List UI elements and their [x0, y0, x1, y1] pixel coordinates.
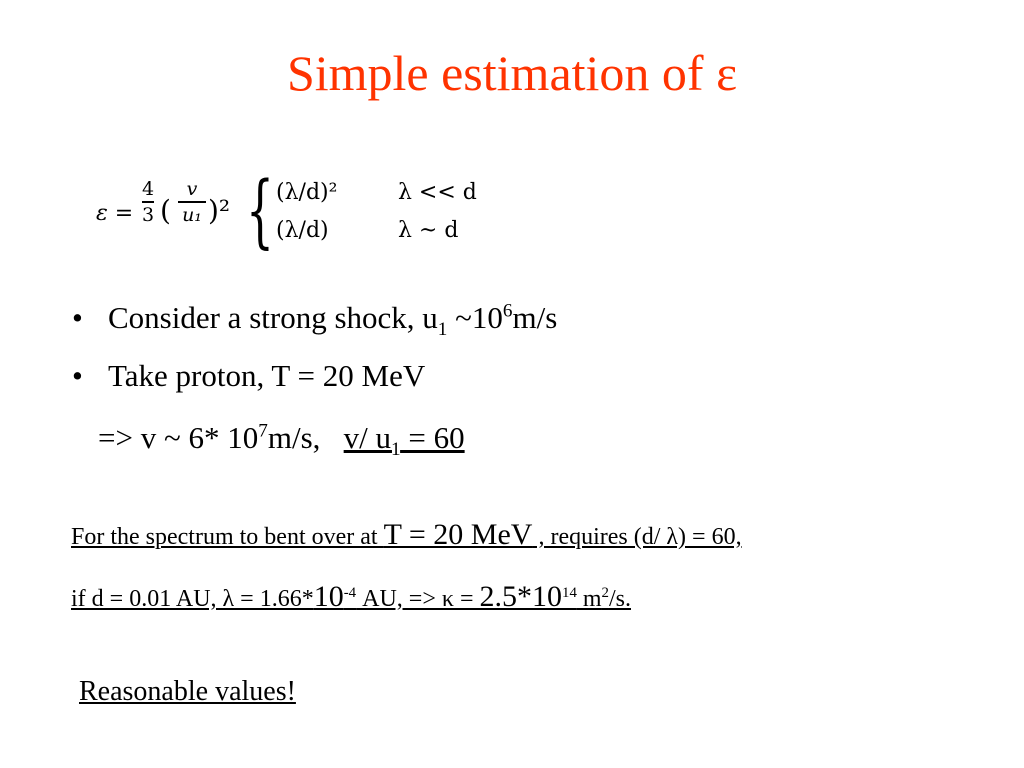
left-brace: { [246, 164, 274, 257]
epsilon-formula [96, 164, 496, 260]
formula-lhs: ε = [96, 201, 134, 226]
fraction-four-thirds [142, 178, 154, 226]
frac1-denominator: 3 [142, 204, 155, 226]
bullet-marker: • [72, 358, 83, 393]
frac1-bar [142, 201, 154, 203]
frac2-bar [178, 201, 206, 203]
bullet-text: Take proton, T = 20 MeV [108, 358, 426, 393]
case1-expression: (λ/d)² [276, 180, 338, 205]
frac2-numerator: v [186, 178, 198, 200]
fraction-v-over-u1 [178, 178, 206, 226]
conclusion-text: Reasonable values! [79, 676, 296, 707]
slide-title: Simple estimation of ε [286, 45, 738, 101]
close-paren-squared: )² [208, 194, 231, 227]
ratio-result: v/ $u_1 = 60$ [343, 420, 465, 461]
result-line: => v ~ 6* $10^7m/s$, v/ $u_1 = 60$ [98, 420, 465, 461]
frac1-numerator: 4 [142, 178, 155, 200]
case1-condition: λ << d [398, 180, 477, 205]
bullet-marker: • [72, 300, 83, 335]
paragraph-spectrum: For the spectrum to bent over at T = 20 MeV , requires (d/ λ) = 60, [71, 518, 742, 551]
case2-condition: λ ~ d [398, 218, 459, 243]
frac2-denominator: u₁ [182, 204, 202, 226]
case2-expression: (λ/d) [276, 218, 329, 243]
bullet-text: Consider a strong shock, $u_1$ $\sim 10^6m/s$ [108, 300, 558, 341]
paragraph-values: if d = 0.01 AU, $\lambda = 1.66*10^{-4}$ AU, => $\kappa = 2.5*10^{14}$ $m^2/s$. [71, 580, 631, 613]
open-paren: ( [160, 194, 171, 227]
